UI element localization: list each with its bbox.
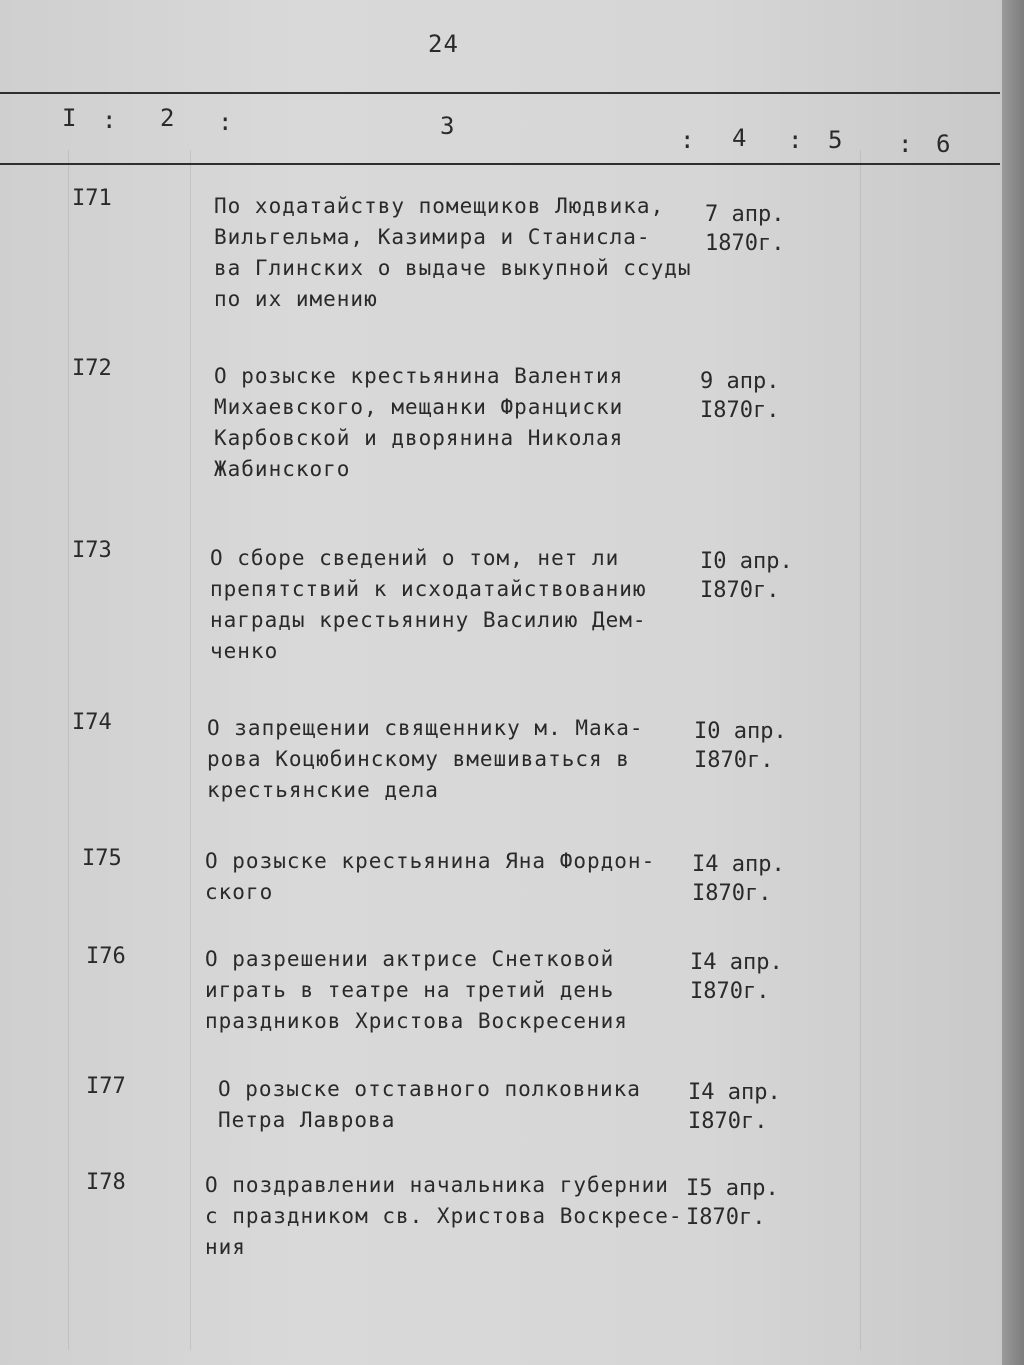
entry-date	[692, 850, 792, 908]
entry-number: I75	[82, 846, 122, 871]
entry-date	[686, 1174, 786, 1232]
title-line: крестьянские дела	[207, 778, 439, 802]
entry-title	[205, 944, 695, 1037]
faint-column-line	[860, 150, 861, 1350]
entry-number: I77	[86, 1074, 126, 1099]
date-line: I870г.	[700, 398, 780, 423]
title-line: ченко	[210, 639, 279, 663]
col-separator: :	[218, 108, 233, 136]
col-separator: :	[788, 126, 803, 154]
col-header-3: 3	[440, 112, 455, 140]
title-line: праздников Христова Воскресения	[205, 1009, 628, 1033]
col-header-6: 6	[936, 130, 951, 158]
entry-date	[700, 547, 800, 605]
title-line: О розыске крестьянина Яна Фордон-	[205, 849, 656, 873]
title-line: О поздравлении начальника губернии	[205, 1173, 669, 1197]
title-line: Вильгельма, Казимира и Станисла-	[214, 225, 651, 249]
date-line: I0 апр.	[700, 549, 793, 574]
entry-date	[700, 367, 800, 425]
entry-title	[210, 543, 700, 667]
page-number: 24	[428, 30, 459, 58]
col-header-5: 5	[828, 126, 843, 154]
title-line: О разрешении актрисе Снетковой	[205, 947, 615, 971]
title-line: Жабинского	[214, 457, 351, 481]
entry-title	[207, 713, 697, 806]
title-line: По ходатайству помещиков Людвика,	[214, 194, 665, 218]
entry-number: I72	[72, 356, 112, 381]
title-line: Михаевского, мещанки Франциски	[214, 395, 624, 419]
col-separator: :	[680, 126, 695, 154]
entry-date	[705, 200, 805, 258]
title-line: О розыске крестьянина Валентия	[214, 364, 624, 388]
title-line: с праздником св. Христова Воскресе-	[205, 1204, 683, 1228]
title-line: О запрещении священнику м. Мака-	[207, 716, 644, 740]
title-line: награды крестьянину Василию Дем-	[210, 608, 647, 632]
header-top-rule	[0, 92, 1000, 94]
title-line: препятствий к исходатайствованию	[210, 577, 647, 601]
faint-column-line	[190, 150, 191, 1350]
date-line: I4 апр.	[690, 950, 783, 975]
date-line: 1870г.	[705, 231, 785, 256]
date-line: I870г.	[690, 979, 770, 1004]
entry-number: I74	[72, 710, 112, 735]
date-line: 7 апр.	[705, 202, 785, 227]
date-line: I0 апр.	[694, 719, 787, 744]
col-header-4: 4	[732, 124, 747, 152]
header-bottom-rule	[0, 163, 1000, 165]
date-line: I4 апр.	[692, 852, 785, 877]
col-separator: :	[102, 106, 117, 134]
entry-number: I73	[72, 538, 112, 563]
entry-title	[205, 1170, 695, 1263]
date-line: I5 апр.	[686, 1176, 779, 1201]
title-line: играть в театре на третий день	[205, 978, 615, 1002]
col-header-2: 2	[160, 104, 175, 132]
entry-number: I78	[86, 1170, 126, 1195]
title-line: рова Коцюбинскому вмешиваться в	[207, 747, 630, 771]
title-line: О сборе сведений о том, нет ли	[210, 546, 620, 570]
entry-title	[214, 361, 704, 485]
title-line: О розыске отставного полковника	[218, 1077, 641, 1101]
title-line: ния	[205, 1235, 246, 1259]
entry-date	[694, 717, 794, 775]
entry-title	[205, 846, 695, 908]
date-line: I870г.	[700, 578, 780, 603]
entry-title	[218, 1074, 708, 1136]
entry-number: I76	[86, 944, 126, 969]
title-line: Петра Лаврова	[218, 1108, 396, 1132]
title-line: ва Глинских о выдаче выкупной ссуды	[214, 256, 692, 280]
title-line: Карбовской и дворянина Николая	[214, 426, 624, 450]
faint-column-line	[68, 150, 69, 1350]
col-separator: :	[898, 130, 913, 158]
date-line: I870г.	[688, 1109, 768, 1134]
entry-title	[214, 191, 704, 315]
date-line: I4 апр.	[688, 1080, 781, 1105]
col-header-1: I	[62, 104, 77, 132]
page-edge-shadow	[1002, 0, 1024, 1365]
entry-date	[690, 948, 790, 1006]
title-line: по их имению	[214, 287, 378, 311]
date-line: I870г.	[686, 1205, 766, 1230]
entry-number: I71	[72, 186, 112, 211]
title-line: ского	[205, 880, 274, 904]
date-line: I870г.	[694, 748, 774, 773]
date-line: 9 апр.	[700, 369, 780, 394]
date-line: I870г.	[692, 881, 772, 906]
entry-date	[688, 1078, 788, 1136]
